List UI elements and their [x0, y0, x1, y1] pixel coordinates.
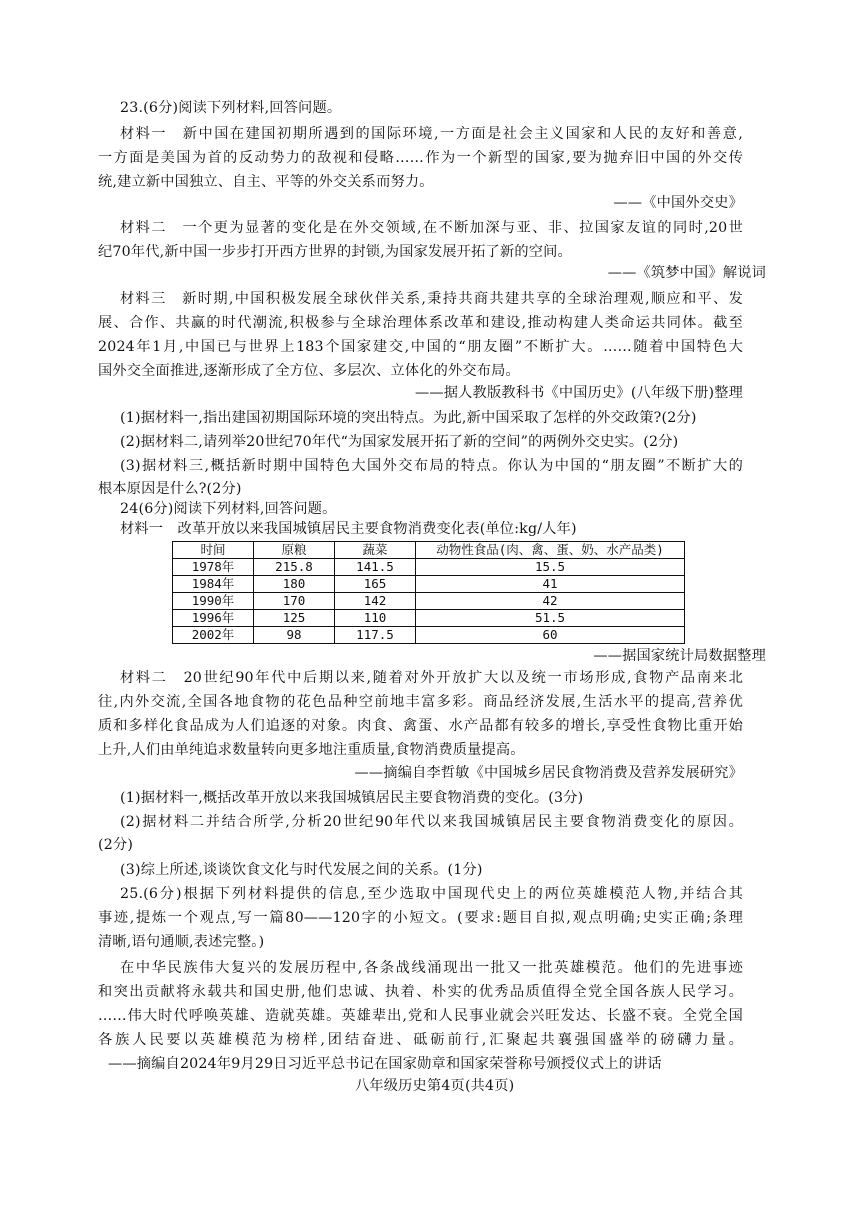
table-cell: 1990年 — [173, 593, 254, 610]
table-cell: 165 — [335, 576, 416, 593]
table-header-cell: 蔬菜 — [335, 542, 416, 559]
table-row — [173, 559, 685, 576]
q25-material-line2: 和突出贡献将永载共和国史册,他们忠诚、执着、朴实的优秀品质值得全党全国各族人民学习。 — [98, 984, 743, 1000]
table-cell: 215.8 — [254, 559, 335, 576]
q23-material3-line2: 展、合作、共赢的时代潮流,积极参与全球治理体系改革和建设,推动构建人类命运共同体。截至 — [98, 315, 743, 331]
table-header-row — [173, 542, 685, 559]
table-cell: 125 — [254, 610, 335, 627]
q23-material1-line3: 统,建立新中国独立、自主、平等的外交关系而努力。 — [98, 174, 434, 190]
table-cell: 110 — [335, 610, 416, 627]
q23-material1-line2: 一方面是美国为首的反动势力的敌视和侵略……作为一个新型的国家,要为抛弃旧中国的外交传 — [98, 150, 743, 166]
q24-material1-source: ——据国家统计局数据整理 — [593, 648, 766, 664]
q23-material2-source: ——《筑梦中国》解说词 — [607, 265, 766, 281]
q23-material3-line1: 材料三 新时期,中国积极发展全球伙伴关系,秉持共商共建共享的全球治理观,顺应和平、发 — [120, 291, 743, 307]
q24-material2-line1: 材料二 20世纪90年代中后期以来,随着对外开放扩大以及统一市场形成,食物产品南来北 — [120, 670, 743, 686]
q25-prompt-line1: 25.(6分)根据下列材料提供的信息,至少选取中国现代史上的两位英雄模范人物,并结合其 — [120, 886, 743, 902]
table-cell: 117.5 — [335, 627, 416, 644]
q23-header: 23.(6分)阅读下列材料,回答问题。 — [120, 100, 342, 116]
q24-material2-line3: 质和多样化食品成为人们追逐的对象。肉食、禽蛋、水产品都有较多的增长,享受性食物比重开始 — [98, 718, 743, 734]
food-consumption-table — [172, 541, 685, 644]
q25-material-line4: 各族人民要以英雄模范为榜样,团结奋进、砥砺前行,汇聚起共襄强国盛举的磅礴力量。 — [98, 1032, 743, 1048]
q24-material1-title: 材料一 改革开放以来我国城镇居民主要食物消费变化表(单位:kg/人年) — [120, 521, 577, 537]
q23-question1: (1)据材料一,指出建国初期国际环境的突出特点。为此,新中国采取了怎样的外交政策?(2分) — [120, 410, 697, 426]
table-header-cell: 原粮 — [254, 542, 335, 559]
q24-header: 24(6分)阅读下列材料,回答问题。 — [120, 501, 337, 517]
q24-question3: (3)综上所述,谈谈饮食文化与时代发展之间的关系。(1分) — [120, 862, 483, 878]
q25-material-source: ——摘编自2024年9月29日习近平总书记在国家勋章和国家荣誉称号颁授仪式上的讲话 — [108, 1056, 662, 1072]
table-cell: 170 — [254, 593, 335, 610]
q23-material3-source: ——据人教版教科书《中国历史》(八年级下册)整理 — [415, 385, 743, 401]
table-row — [173, 576, 685, 593]
q25-material-line3: ……伟大时代呼唤英雄、造就英雄。英雄辈出,党和人民事业就会兴旺发达、长盛不衰。全党全国 — [98, 1008, 743, 1024]
q24-material2-source: ——摘编自李哲敏《中国城乡居民食物消费及营养发展研究》 — [354, 765, 743, 781]
table-row — [173, 627, 685, 644]
q24-material2-line2: 往,内外交流,全国各地食物的花色品种空前地丰富多彩。商品经济发展,生活水平的提高,营养优 — [98, 694, 743, 710]
q23-material1-line1: 材料一 新中国在建国初期所遇到的国际环境,一方面是社会主义国家和人民的友好和善意, — [120, 126, 743, 142]
table-cell: 1996年 — [173, 610, 254, 627]
q23-question3-cont: 根本原因是什么?(2分) — [98, 481, 242, 497]
q23-material1-source: ——《中国外交史》 — [613, 195, 743, 211]
table-row — [173, 593, 685, 610]
page-footer: 八年级历史第4页(共4页) — [355, 1078, 515, 1094]
q24-question1: (1)据材料一,概括改革开放以来我国城镇居民主要食物消费的变化。(3分) — [120, 790, 584, 806]
q24-question2: (2)据材料二并结合所学,分析20世纪90年代以来我国城镇居民主要食物消费变化的原因。 — [120, 814, 743, 830]
q23-question3: (3)据材料三,概括新时期中国特色大国外交布局的特点。你认为中国的“朋友圈”不断扩大的 — [120, 458, 743, 474]
table-cell: 141.5 — [335, 559, 416, 576]
q23-material2-line2: 纪70年代,新中国一步步打开西方世界的封锁,为国家发展开拓了新的空间。 — [98, 244, 572, 260]
table-cell: 2002年 — [173, 627, 254, 644]
q24-material2-line4: 上升,人们由单纯追求数量转向更多地注重质量,食物消费质量提高。 — [98, 742, 525, 758]
table-header-cell: 动物性食品(肉、禽、蛋、奶、水产品类) — [416, 542, 685, 559]
table-cell: 41 — [416, 576, 685, 593]
table-cell: 142 — [335, 593, 416, 610]
q25-prompt-line2: 事迹,提炼一个观点,写一篇80——120字的小短文。(要求:题目自拟,观点明确;史实正确;条理 — [98, 910, 743, 926]
q23-material3-line3: 2024年1月,中国已与世界上183个国家建交,中国的“朋友圈”不断扩大。……随着中国特色大 — [98, 339, 743, 355]
table-header-cell: 时间 — [173, 542, 254, 559]
table-cell: 51.5 — [416, 610, 685, 627]
table-cell: 98 — [254, 627, 335, 644]
table-cell: 1984年 — [173, 576, 254, 593]
table-cell: 1978年 — [173, 559, 254, 576]
q25-material-line1: 在中华民族伟大复兴的发展历程中,各条战线涌现出一批又一批英雄模范。他们的先进事迹 — [120, 960, 743, 976]
q23-material2-line1: 材料二 一个更为显著的变化是在外交领域,在不断加深与亚、非、拉国家友谊的同时,20世 — [120, 220, 743, 236]
table-cell: 42 — [416, 593, 685, 610]
q23-question2: (2)据材料二,请列举20世纪70年代“为国家发展开拓了新的空间”的两例外交史实。(2分) — [120, 434, 679, 450]
table-cell: 180 — [254, 576, 335, 593]
table-row — [173, 610, 685, 627]
q24-question2-cont: (2分) — [98, 837, 134, 853]
q25-prompt-line3: 清晰,语句通顺,表述完整。) — [98, 934, 265, 950]
q23-material3-line4: 国外交全面推进,逐渐形成了全方位、多层次、立体化的外交布局。 — [98, 363, 520, 379]
table-cell: 60 — [416, 627, 685, 644]
table-cell: 15.5 — [416, 559, 685, 576]
